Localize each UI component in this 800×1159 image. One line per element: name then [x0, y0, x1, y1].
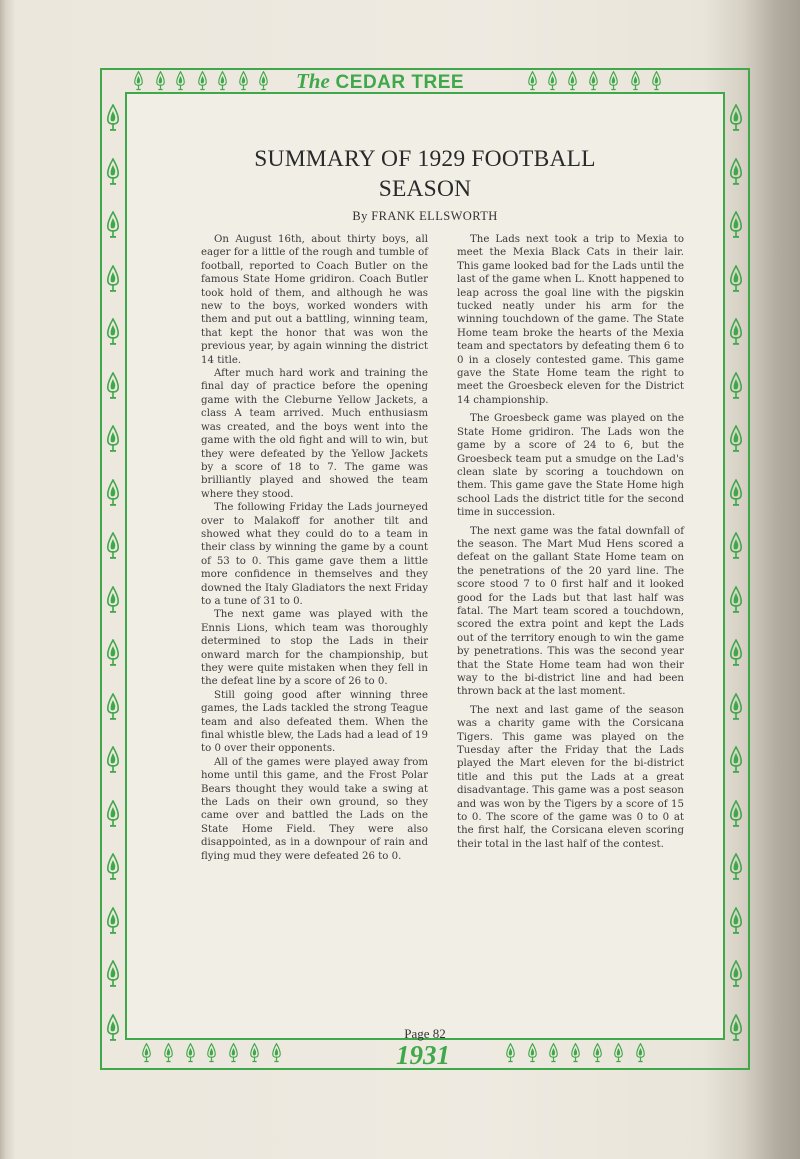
cedar-tree-icon: [729, 532, 743, 560]
cedar-tree-icon: [106, 532, 120, 560]
paragraph: On August 16th, about thirty boys, all eager for a little of the rough and tumble of football, reported to Coach Butler on the famous State Home gridiron. Coach Butler took hold of them, and although he was new to the boys, worked wonders with them and put out a battling, winning team, that kept the honor that was won the previous year, by again winning the district 14 title.: [201, 234, 428, 366]
cedar-tree-icon: [729, 372, 743, 400]
cedar-tree-icon: [106, 1014, 120, 1042]
paragraph: The Lads next took a trip to Mexia to meet the Mexia Black Cats in their lair. This game looked bad for the Lads until the last of the game when L. Knott happened to leap across the goal line with the pigskin tucked neatly under his arm for the winning touchdown of the game. The State Home team broke the hearts of the Mexia team and spectators by defeating them 6 to 0 in a closely contested game. This game gave the State Home team the right to meet the Groesbeck eleven for the District 14 championship.: [457, 234, 684, 406]
cedar-tree-icon: [106, 960, 120, 988]
cedar-tree-icon: [729, 907, 743, 935]
masthead-title: [255, 70, 505, 92]
cedar-tree-icon: [141, 1043, 152, 1063]
cedar-tree-icon: [729, 693, 743, 721]
cedar-tree-icon: [238, 71, 249, 91]
paragraph: The Groesbeck game was played on the State Home gridiron. The Lads won the game by a score of 24 to 6, but the Groesbeck team put a smudge on the Lad's clean slate by scoring a touchdown on them. This game gave the State Home high school Lads the district title for the second time in succession.: [457, 413, 684, 519]
cedar-tree-icon: [547, 71, 558, 91]
article-column-left: [201, 233, 428, 863]
article-byline: By FRANK ELLSWORTH: [352, 209, 498, 223]
cedar-tree-icon: [106, 746, 120, 774]
cedar-tree-icon: [249, 1043, 260, 1063]
paragraph: The following Friday the Lads journeyed over to Malakoff for another tilt and showed what they could do to a team in their class by winning the game by a count of 53 to 0. This game gave them a little more confidence in themselves and they downed the Italy Gladiators the next Friday to a tune of 31 to 0.: [201, 502, 428, 607]
article-title-line-2: SEASON: [378, 176, 472, 202]
cedar-tree-icon: [175, 71, 186, 91]
cedar-tree-icon: [106, 318, 120, 346]
cedar-tree-icon: [729, 479, 743, 507]
cedar-tree-icon: [185, 1043, 196, 1063]
cedar-tree-icon: [613, 1043, 624, 1063]
cedar-tree-icon: [729, 158, 743, 186]
cedar-tree-icon: [106, 639, 120, 667]
cedar-tree-icon: [106, 104, 120, 132]
cedar-tree-icon: [729, 265, 743, 293]
cedar-tree-icon: [567, 71, 578, 91]
cedar-tree-icon: [729, 800, 743, 828]
paragraph: Still going good after winning three games, the Lads tackled the strong Teague team and also defeated them. When the final whistle blew, the Lads had a lead of 19 to 0 over their opponents.: [201, 689, 428, 755]
cedar-tree-icon: [106, 586, 120, 614]
article-title-line-1: SUMMARY OF 1929 FOOTBALL: [254, 146, 596, 172]
cedar-tree-icon: [106, 265, 120, 293]
paragraph: The next game was the fatal downfall of the season. The Mart Mud Hens scored a defeat on the gallant State Home team on the penetrations of the 20 yard line. The score stood 7 to 0 first half and it looked good for the Lads but that last half was fatal. The Mart team scored a touchdown, scored the extra point and kept the Lads out of the territory enough to win the game by penetrations. This was the second year that the State Home team had won their way to the bi-district line and had been thrown back at the last moment.: [457, 525, 684, 698]
cedar-tree-icon: [206, 1043, 217, 1063]
cedar-tree-icon: [729, 211, 743, 239]
cedar-tree-icon: [106, 693, 120, 721]
cedar-tree-icon: [106, 158, 120, 186]
cedar-tree-icon: [729, 639, 743, 667]
cedar-tree-icon: [729, 853, 743, 881]
cedar-tree-icon: [729, 425, 743, 453]
article-column-right: [457, 233, 684, 851]
cedar-tree-icon: [729, 746, 743, 774]
cedar-tree-icon: [163, 1043, 174, 1063]
cedar-tree-icon: [570, 1043, 581, 1063]
cedar-tree-icon: [588, 71, 599, 91]
cedar-tree-icon: [548, 1043, 559, 1063]
paragraph: The next and last game of the season was a charity game with the Corsicana Tigers. This game was played on the Tuesday after the Friday that the Lads played the Mart eleven for the bi-district title and this put the Lads at a great disadvantage. This game was a post season and was won by the Tigers by a score of 15 to 0. The score of the game was 0 to 0 at the first half, the Corsicana eleven scoring their total in the last half of the contest.: [457, 704, 684, 850]
cedar-tree-icon: [228, 1043, 239, 1063]
cedar-tree-icon: [155, 71, 166, 91]
cedar-tree-icon: [608, 71, 619, 91]
cedar-tree-icon: [729, 318, 743, 346]
cedar-tree-icon: [106, 425, 120, 453]
cedar-tree-icon: [592, 1043, 603, 1063]
page-number: Page 82: [404, 1026, 446, 1041]
cedar-tree-icon: [106, 211, 120, 239]
cedar-tree-icon: [197, 71, 208, 91]
cedar-tree-icon: [271, 1043, 282, 1063]
paragraph: All of the games were played away from home until this game, and the Frost Polar Bears thought they would take a swing at the Lads on their own ground, so they came over and battled the Lads on the State Home Field. They were also disappointed, as in a downpour of rain and flying mud they were defeated 26 to 0.: [201, 756, 428, 862]
cedar-tree-icon: [729, 586, 743, 614]
cedar-tree-icon: [651, 71, 662, 91]
cedar-tree-icon: [505, 1043, 516, 1063]
paragraph: The next game was played with the Ennis Lions, which team was thoroughly determined to stop the Lads in their onward march for the championship, but they were quite mistaken when they fell in the defeat line by a score of 26 to 0.: [201, 609, 428, 688]
cedar-tree-icon: [106, 907, 120, 935]
paragraph: After much hard work and training the final day of practice before the opening game with the Cleburne Yellow Jackets, a class A team arrived. Much enthusiasm was created, and the boys went into the game with the old fight and will to win, but they were defeated by the Yellow Jackets by a score of 18 to 7. The game was brilliantly played and showed the team where they stood.: [201, 368, 428, 500]
cedar-tree-icon: [106, 800, 120, 828]
cedar-tree-icon: [217, 71, 228, 91]
cedar-tree-icon: [729, 1014, 743, 1042]
cedar-tree-icon: [133, 71, 144, 91]
cedar-tree-icon: [527, 71, 538, 91]
cedar-tree-icon: [630, 71, 641, 91]
cedar-tree-icon: [527, 1043, 538, 1063]
footer-year: 1931: [396, 1040, 450, 1070]
cedar-tree-icon: [635, 1043, 646, 1063]
masthead-prefix: The: [295, 69, 330, 93]
cedar-tree-icon: [106, 372, 120, 400]
cedar-tree-icon: [106, 479, 120, 507]
masthead-name: CEDAR TREE: [335, 72, 465, 93]
cedar-tree-icon: [729, 960, 743, 988]
cedar-tree-icon: [729, 104, 743, 132]
cedar-tree-icon: [106, 853, 120, 881]
